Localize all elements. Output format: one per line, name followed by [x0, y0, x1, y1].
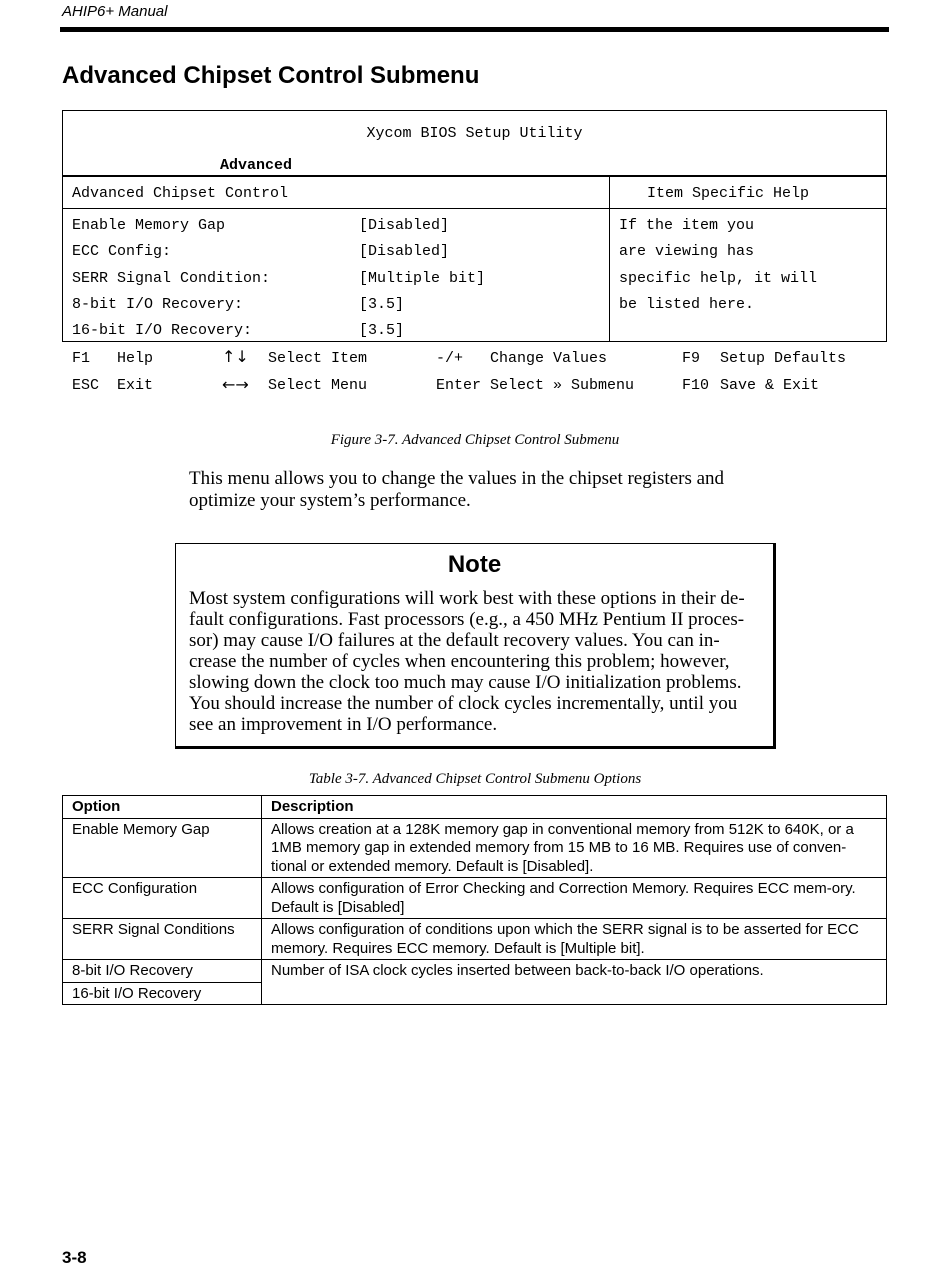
- bios-help-text: specific help, it will: [619, 270, 818, 287]
- table-row: [63, 818, 887, 878]
- header-rule: [60, 27, 889, 32]
- bios-divider: [63, 175, 886, 177]
- note-text-line: sor) may cause I/O failures at the default recovery values. You can in-: [189, 630, 720, 651]
- bios-item-label: 16-bit I/O Recovery:: [72, 322, 253, 339]
- bios-utility-title: Xycom BIOS Setup Utility: [366, 125, 583, 142]
- table-caption: Table 3-7. Advanced Chipset Control Submenu Options: [308, 771, 642, 787]
- column-header-description: Description: [262, 796, 887, 819]
- note-text-line: fault configurations. Fast processors (e.g., a 450 MHz Pentium II proces-: [189, 609, 745, 630]
- bios-item-enable-memory-gap[interactable]: [72, 217, 592, 243]
- description-cell: Allows configuration of conditions upon which the SERR signal is to be asserted for ECC memory. Requires ECC memory. Default is [Multiple bit].: [262, 919, 887, 960]
- description-cell: Allows configuration of Error Checking and Correction Memory. Requires ECC mem-ory. Default is [Disabled]: [262, 878, 887, 919]
- page-number: 3-8: [62, 1248, 87, 1267]
- key-esc-label: Exit: [117, 377, 154, 394]
- note-text-line: You should increase the number of clock cycles incrementally, until you: [189, 693, 738, 714]
- note-text-line: crease the number of cycles when encountering this problem; however,: [189, 651, 730, 672]
- key-f1: F1: [72, 350, 91, 367]
- bios-item-16bit-io-recovery[interactable]: [72, 322, 592, 348]
- up-down-arrows-icon: ↑↓: [222, 347, 249, 366]
- table-header-row: [63, 796, 887, 819]
- option-cell: SERR Signal Conditions: [63, 919, 262, 960]
- bios-item-value[interactable]: [3.5]: [359, 296, 405, 313]
- options-table: [62, 795, 887, 1005]
- bios-column-divider: [609, 176, 610, 341]
- table-row: [63, 919, 887, 960]
- bios-item-label: Enable Memory Gap: [72, 217, 226, 234]
- key-f10: F10: [682, 377, 710, 394]
- bios-divider: [63, 208, 886, 209]
- column-header-option: Option: [63, 796, 262, 819]
- key-plus-minus: -/+: [436, 350, 464, 367]
- bios-help-text: be listed here.: [619, 296, 755, 313]
- bios-item-value[interactable]: [Disabled]: [359, 243, 450, 260]
- bios-panel-title: Advanced Chipset Control: [72, 185, 289, 202]
- description-cell: Number of ISA clock cycles inserted between back-to-back I/O operations.: [262, 960, 887, 1005]
- bios-item-value[interactable]: [3.5]: [359, 322, 405, 339]
- key-select-item-label: Select Item: [268, 350, 368, 367]
- table-row: [63, 960, 887, 983]
- key-f9-label: Setup Defaults: [720, 350, 847, 367]
- table-row: [63, 878, 887, 919]
- figure-caption: Figure 3-7. Advanced Chipset Control Submenu: [330, 432, 620, 448]
- bios-key-legend: [62, 348, 887, 404]
- key-f9: F9: [682, 350, 701, 367]
- option-cell: 8-bit I/O Recovery: [63, 960, 262, 983]
- note-text-line: see an improvement in I/O performance.: [189, 714, 498, 735]
- key-select-menu-label: Select Menu: [268, 377, 368, 394]
- option-cell: ECC Configuration: [63, 878, 262, 919]
- note-box: [175, 543, 776, 749]
- key-f10-label: Save & Exit: [720, 377, 820, 394]
- note-text-line: Most system configurations will work best with these options in their de-: [189, 588, 745, 609]
- note-title: Note: [447, 551, 502, 578]
- bios-item-8bit-io-recovery[interactable]: [72, 296, 592, 322]
- body-paragraph: This menu allows you to change the values in the chipset registers and optimize your system’s performance.: [189, 468, 725, 511]
- bios-item-label: SERR Signal Condition:: [72, 270, 271, 287]
- bios-screen: [62, 110, 887, 342]
- option-cell: Enable Memory Gap: [63, 818, 262, 878]
- bios-help-text: If the item you: [619, 217, 755, 234]
- key-f1-label: Help: [117, 350, 154, 367]
- running-header: AHIP6+ Manual: [62, 3, 168, 20]
- key-enter-label: Select » Submenu: [490, 377, 635, 394]
- bios-help-text: are viewing has: [619, 243, 755, 260]
- bios-item-ecc-config[interactable]: [72, 243, 592, 269]
- left-right-arrows-icon: ←→: [222, 375, 249, 394]
- section-title: Advanced Chipset Control Submenu: [62, 62, 480, 89]
- bios-item-label: ECC Config:: [72, 243, 172, 260]
- bios-item-value[interactable]: [Disabled]: [359, 217, 450, 234]
- bios-item-value[interactable]: [Multiple bit]: [359, 270, 486, 287]
- bios-item-serr-signal-condition[interactable]: [72, 270, 592, 296]
- bios-help-title: Item Specific Help: [647, 185, 810, 202]
- key-esc: ESC: [72, 377, 100, 394]
- bios-item-label: 8-bit I/O Recovery:: [72, 296, 244, 313]
- option-cell: 16-bit I/O Recovery: [63, 982, 262, 1005]
- key-change-values-label: Change Values: [490, 350, 608, 367]
- key-enter: Enter: [436, 377, 482, 394]
- bios-tab-advanced[interactable]: Advanced: [220, 157, 293, 174]
- note-text-line: slowing down the clock too much may cause I/O initialization problems.: [189, 672, 742, 693]
- description-cell: Allows creation at a 128K memory gap in conventional memory from 512K to 640K, or a 1MB memory gap in extended memory from 15 MB to 16 MB. Requires use of conven-tional or extended memory. Default is [Disabled].: [262, 818, 887, 878]
